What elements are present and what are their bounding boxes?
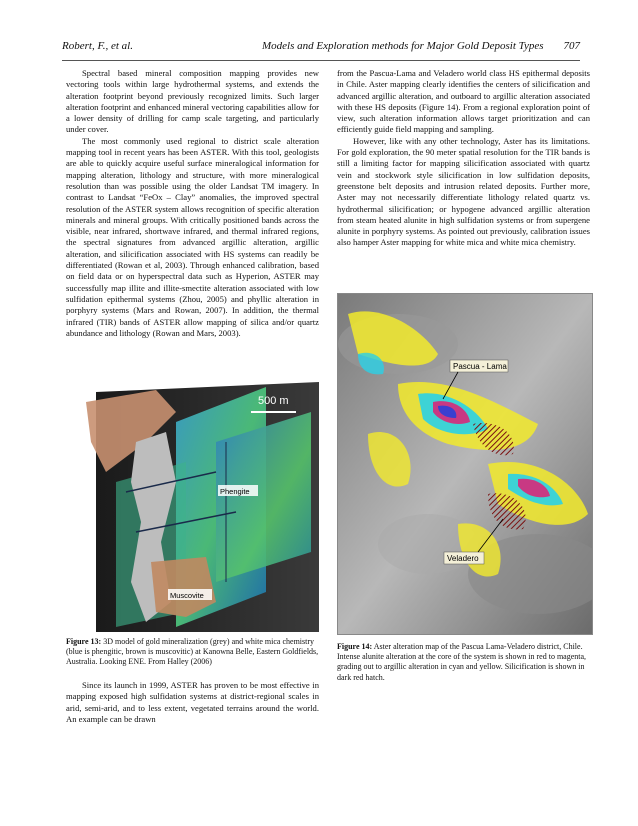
scale-label: 500 m [258,395,289,407]
figure-13-label: Figure 13: [66,637,102,646]
page-header [62,40,580,56]
figure-14-text: Aster alteration map of the Pascua Lama-Veladero district, Chile. Intense alunite alteration at the core of the system is shown in red to magenta, grading out to argillic alteration in cyan and yellow. Silicification is shown in dark red hatch. [337,642,587,682]
paragraph: Spectral based mineral composition mapping provides new vectoring tools within large hydrothermal systems, and extends the alteration footprint beyond previously recognized limits. Such larger alteration footprint and enhanced mineral vectoring capabilities allow for a lower density of drilling for camp scale targeting, and particularly under cover. [66,68,319,135]
figure-14-caption [337,642,593,683]
figure-14-graphic [338,294,593,635]
page-number: 707 [563,40,580,52]
figure-13-image [66,382,319,632]
figure-14-label: Figure 14: [337,642,373,651]
figure-13-graphic [66,382,319,632]
header-title: Models and Exploration methods for Major Gold Deposit Types [262,40,544,52]
pascua-lama-label: Pascua - Lama [453,362,507,371]
header-rule [62,60,580,61]
paragraph: Since its launch in 1999, ASTER has proven to be most effective in mapping exposed high sulfidation systems at district-regional scales in arid, semi-arid, and to less extent, vegetated terrains around the world. An example can be drawn [66,680,319,724]
left-column-continued [66,680,319,725]
phengite-label: Phengite [220,487,250,496]
paragraph: The most commonly used regional to district scale alteration mapping tool in recent years has been ASTER. With this tool, geologists are able to quickly acquire useful surface mineralogical information for mapping alteration, lithology and structure, with more mineralogical resolution than was possible using the older Landsat TM imagery. In contrast to Landsat “FeOx – Clay” anomalies, the improved spectral resolution of the ASTER system allows recognition of specific alteration minerals and mineral groups. With critically positioned bands across the visible, near infrared, shortwave infrared, and thermal infrared regions, the spectral signatures from advanced argillic alteration, argillic alteration, and silicification associated with HS systems can readily be differentiated (Rowan et al, 2003). Through enhanced calibration, based on field data or on hyperspectral data such as Hyperion, ASTER may successfully map illite and illite-smectite alteration associated with low sulfidation epithermal systems (Zhou, 2005) and phyllic alteration in porphyry systems (Mars and Rowan, 2007). In addition, the thermal infrared (TIR) bands of ASTER allow mapping of silica and/or quartz abundance and lithology (Rowan and Mars, 2003). [66,135,319,338]
left-column [66,68,319,339]
right-column [337,68,590,249]
header-authors: Robert, F., et al. [62,40,133,52]
figure-14-image [337,293,593,635]
muscovite-label: Muscovite [170,591,204,600]
figure-13-text: 3D model of gold mineralization (grey) and white mica chemistry (blue is phengitic, brown is muscovitic) at Kanowna Belle, Eastern Goldfields, Australia. Looking ENE. From Halley (2006) [66,637,319,667]
figure-13-caption [66,637,319,668]
paragraph: from the Pascua-Lama and Veladero world class HS epithermal deposits in Chile. Aster mapping clearly identifies the centers of silicification and advanced argillic alteration, and outboard to argillic alteration associated with these HS deposits (Figure 14). From a regional exploration point of view, such alteration information allows target prioritization and can efficiently guide field mapping and sampling. [337,68,590,135]
paragraph: However, like with any other technology, Aster has its limitations. For gold exploration, the 90 meter spatial resolution for the TIR bands is still a limiting factor for mapping silicification associated with quartz vein and stockwork style silicification in low sulfidation deposits, greenstone belt deposits and intrusion related deposits. Further more, Aster may not necessarily differentiate lithology related quartz vs. hydrothermal silicification; or hypogene advanced argillic alteration from steam heated alunite in high sulfidation systems or from supergene alunite in porphyry systems. As pointed out previously, calibration issues also hamper Aster mapping for white mica and white mica chemistry. [337,135,590,248]
veladero-label: Veladero [447,554,479,563]
